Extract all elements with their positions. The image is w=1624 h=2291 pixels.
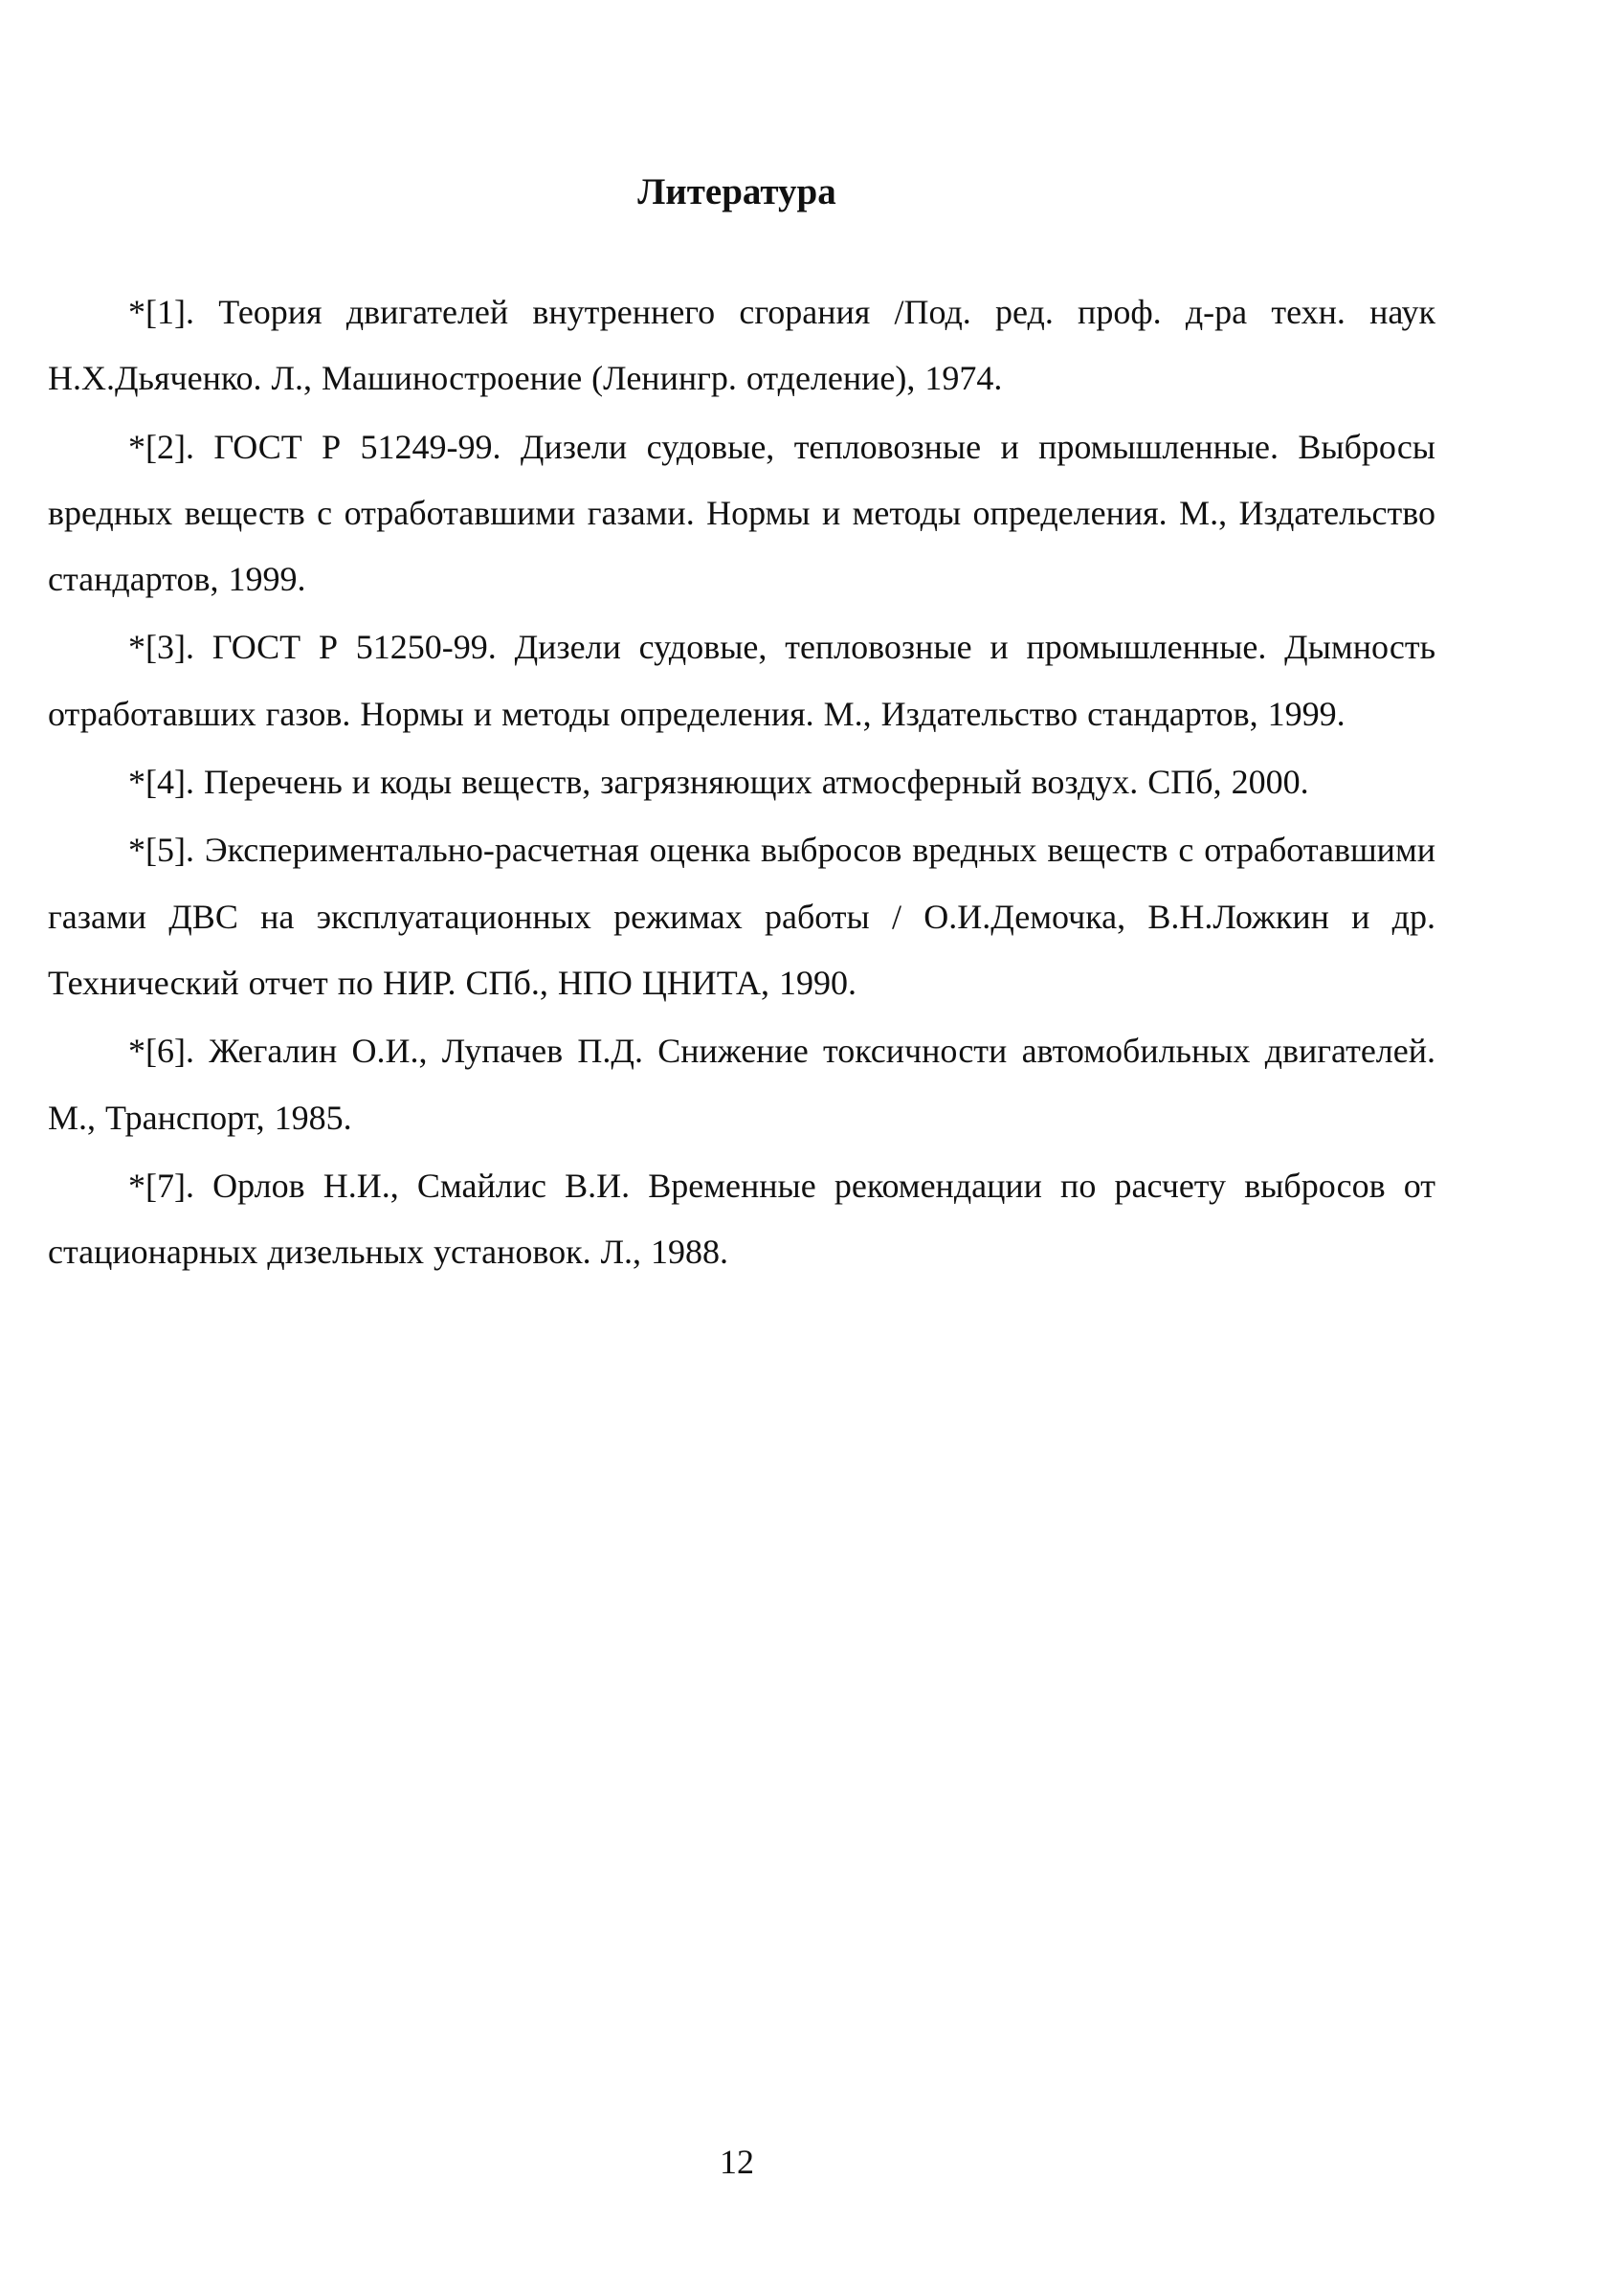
reference-list xyxy=(48,279,1435,1287)
page-title: Литература xyxy=(637,171,836,212)
page-number: 12 xyxy=(720,2143,754,2181)
reference-item: *[5]. Экспериментально-расчетная оценка выбросов вредных веществ с отработавшими газами ДВС на эксплуатационных режимах работы / О.И.Демочка, В.Н.Ложкин и др. Технический отчет по НИР. СПб., НПО ЦНИТА, 1990. xyxy=(48,831,1435,1002)
reference-item: *[4]. Перечень и коды веществ, загрязняющих атмосферный воздух. СПб, 2000. xyxy=(128,763,1309,802)
reference-item: *[2]. ГОСТ Р 51249-99. Дизели судовые, тепловозные и промышленные. Выбросы вредных веществ с отработавшими газами. Нормы и методы определения. М., Издательство стандартов, 1999. xyxy=(48,427,1435,599)
reference-item: *[7]. Орлов Н.И., Смайлис В.И. Временные рекомендации по расчету выбросов от стационарных дизельных установок. Л., 1988. xyxy=(48,1166,1435,1272)
reference-item: *[3]. ГОСТ Р 51250-99. Дизели судовые, тепловозные и промышленные. Дымность отработавших газов. Нормы и методы определения. М., Издательство стандартов, 1999. xyxy=(48,628,1435,733)
reference-item: *[6]. Жегалин О.И., Лупачев П.Д. Снижение токсичности автомобильных двигателей. М., Транспорт, 1985. xyxy=(48,1032,1435,1137)
reference-item: *[1]. Теория двигателей внутреннего сгорания /Под. ред. проф. д-ра техн. наук Н.Х.Дьяченко. Л., Машиностроение (Ленингр. отделение), 1974. xyxy=(48,293,1435,398)
